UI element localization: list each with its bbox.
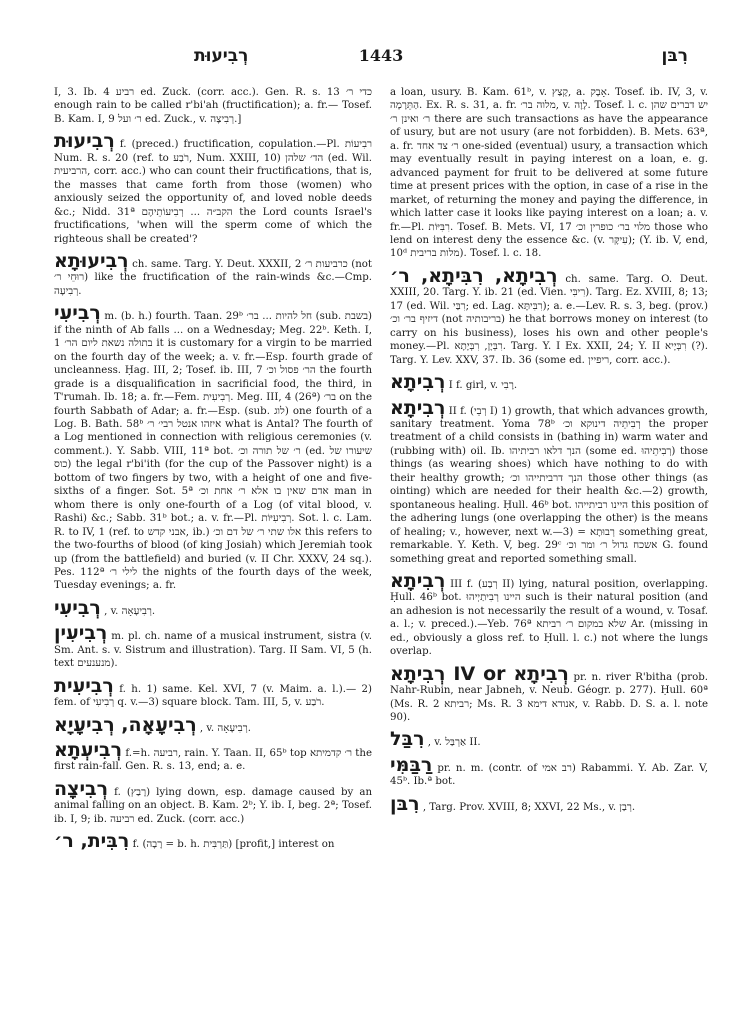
entry-headword: רְבִיעָאָה, רְבִיעָיָא [54,713,197,736]
entry-definition: ch. same. Targ. Y. Deut. XXXII, 2 כרביעות ר׳ (not רוּחֵי ר׳) like the fructification of the rain-winds &c.—Cmp. רְבִיעָה. [54,258,372,297]
entry-headword: רְבִיעִין [54,622,108,645]
dictionary-entry [390,86,708,261]
entry-definition: pr. n. m. (contr. of רב אמי) Rabammi. Y. Ab. Zar. V, 45ᵇ. Ib.ª bot. [390,762,708,788]
dictionary-entry [390,755,708,789]
entry-definition: f. (רָבַץ) lying down, esp. damage caused by an animal falling on an object. B. Kam. 2ᵇ; Y. ib. I, beg. 2ª; Tosef. ib. I, 9; ib. רביעה ed. Zuck. (corr. acc.) [54,786,373,825]
dictionary-entry [54,303,372,593]
right-column [390,86,708,819]
dictionary-entry [54,831,372,851]
dictionary-entry [54,623,372,670]
entry-headword: רִבַּל [390,728,425,751]
page-number: 1443 [358,46,404,65]
dictionary-entry [54,779,372,826]
entry-definition: I f. girl, v. רָבִי. [448,380,518,392]
right-running-head: רִבּן [661,46,688,66]
dictionary-entry [390,372,708,392]
dictionary-entry [54,740,372,774]
entry-definition: a loan, usury. B. Kam. 61ᵇ, v. קָצַץ, a. אָבָק. Tosef. ib. IV, 3, v. הַתֵּרָמָה. Ex. R. s. 31, a. fr. מלוה בר׳, v. לָוָה. Tosef. l. c. יש דברים שהן ר׳ ואינן ר׳ there are such transactions as have the appearance of usury, but are not usury (are not forbidden). B. Mets. 63ª, a. fr. ר׳ צד אחד one-sided (eventual) usury, a transaction which may eventually result in paying interest on a loan, e. g. advanced payment for fruit to be delivered at some future time at present prices with the option, in case of a rise in the market, of returning the money and paying the difference, in which latter case it looks like paying interest on a loan; a. v. fr.—Pl. רִבִּיּוֹת. Tosef. B. Mets. VI, 17 מלוי בר׳ כופרין וכ׳ those who lend on interest deny the essence &c. (v. עִיקָּר); (Y. ib. V, end, 10ᵈ מלות בריבית). Tosef. l. c. 18. [390,87,709,260]
entry-definition: f. (רָבָה = b. h. תַּרְבִּית) [profit,] interest on [132,839,335,851]
entry-headword: רְבִיתָא [390,569,446,592]
dictionary-entry [54,86,372,126]
entry-definition: m. (b. h.) fourth. Taan. 29ᵇ חל להיות ... בר׳ (sub. בשבת) if the ninth of Ab falls ... on a Wednesday; Meg. 22ᵇ. Keth. I, 1 בתולה נשאת ליום הר׳ it is customary for a virgin to be married on the fourth day of the week; a. v. fr.—Esp. fourth grade of uncleanness. Ḥag. III, 2; Tosef. ib. III, 7 הר׳ פסול וכ׳ the fourth grade is a disqualification in sacrificial food, the third, in T'rumah. Ib. 18; a. fr.—Fem. רְבִיעִית. Meg. III, 4 (26ª) בר׳ on the fourth Sabbath of Adar; a. fr.—Esp. (sub. לוג) one fourth of a Log. B. Bath. 58ᵇ איזהו אנטל רבי׳ ר׳ what is Antal? The fourth of a Log mentioned in connection with religious ceremonies (v. comment.). Y. Sabb. VIII, 11ª bot. ר׳ של תורה וכ׳ (ed. שיעורו של כוס) the legal r'bi'ith (for the cup of the Passover night) is a bottom of two fingers by two, with a height of one and five-sixths of a finger. Sot. 5ª אדם שאין בו אלא ר׳ אחת וכ׳ man in whom there is only one-fourth of a Log (of vital blood, v. Rashi) &c.; Sabb. 31ᵇ bot.; a. v. fr.—Pl. רְבִיעִיּוֹת. Sot. l. c. Lam. R. to IV, 1 (ref. to אבני קדש, ib.) אלו שתי ר׳ של דם וכ׳ this refers to the two-fourths of blood (of king Josiah) which Jeremiah took up (from the battlefield) and buried (v. II Chr. XXXV, 24 sq.). Pes. 112ª לילי ר׳ the nights of the fourth days of the week, Tuesday evenings; a. fr. [54,311,373,592]
entry-headword: רִבִּית, ר׳ [54,830,130,853]
entry-headword: רְבִיעוּתָא [54,249,129,272]
entry-headword: רְבִיצָה [54,777,109,800]
dictionary-entry [54,715,372,735]
two-column-body [54,86,708,1006]
dictionary-entry [390,794,708,814]
entry-headword: רַבַּמִּי [390,753,433,776]
dictionary-entry [54,131,372,246]
entry-definition: m. pl. ch. name of a musical instrument, sistra (v. Sm. Ant. s. v. Sistrum and illustration). Targ. II Sam. VI, 5 (h. text מנענעים). [54,631,372,670]
entry-headword: רְבִיעוּת [54,130,115,153]
entry-headword: רְבִיעִית [54,674,114,697]
dictionary-entry [390,664,708,725]
entry-definition: , v. רְבִיעָאָה. [104,605,156,617]
entry-definition: ch. same. Targ. O. Deut. XXIII, 20. Targ. Y. ib. 21 (ed. Vien. רִיבִּי). Targ. Ez. XVIII, 8; 13; 17 (ed. Wil. רִבַּי; ed. Lag. רִבִּיתָּא); a. e.—Lev. R. s. 3, beg. (prov.) דיזיף בר׳ וכ׳ (not בריבותיה) he that borrows money on interest (to carry on his business), loses his own and other people's money.—Pl. רִבְּיָן, רִבְּיָתָא. Targ. Y. I Ex. XXII, 24; Y. II רִבְּיָיא (?). Targ. Y. Lev. XXV, 37. Ib. 36 (some ed. ריפיין, corr. acc.). [390,273,708,366]
entry-definition: , Targ. Prov. XVIII, 8; XXVI, 22 Ms., v. רְבַן. [422,801,636,813]
entry-headword: רְבִיתָא IV or רְבִיתָא [390,662,569,685]
entry-definition: pr. n. river R'bitha (prob. Nahr-Rubin, near Jabneh, v. Neub. Géogr. p. 277). Ḥull. 60ª (Ms. R. 2 רביתא; Ms. R. 3 אנודא דימא, v. Rabb. D. S. a. l. note 90). [390,671,708,724]
entry-definition: f.=h. רביעה, rain. Y. Taan. II, 65ᵇ top ר׳ קדמיתא the first rain-fall. Gen. R. s. 13, end; a. e. [54,748,372,773]
dictionary-entry [390,266,708,367]
left-running-head: רְבִיעוּת [194,46,249,66]
entry-headword: רְבִיתָא, רִבִּיתָא, ר׳ [390,264,558,287]
entry-headword: רִבּן [390,792,420,815]
entry-definition: , v. רְבִיעָאָה. [199,722,251,734]
dictionary-entry [54,251,372,298]
entry-definition: , v. אַרְבַּל II. [427,737,481,749]
left-column [54,86,372,857]
entry-headword: רְבִיעְתָא [54,739,123,762]
entry-headword: רְבִיעִי [54,302,101,325]
entry-definition: f. h. 1) same. Kel. XVI, 7 (v. Maim. a. l.).— 2) fem. of רְבִיעִי q. v.—3) square block. Tam. III, 5, v. רֹבַע. [54,683,372,709]
running-header [54,44,708,70]
entry-definition: III f. (רְבַע II) lying, natural position, overlapping. Ḥull. 46ᵇ bot. היינו רְבִיתַיְיהוּ such is their natural position (and an adhesion is not necessarily the result of a wound, v. Tosaf. a. l.; v. preced.).—Yeb. 76ª שלא במקום ר׳ רביתא Ar. (missing in ed., obviously a gloss ref. to Ḥull. l. c.) not where the lungs overlap. [390,578,709,658]
dictionary-entry [54,676,372,710]
entry-definition: I, 3. Ib. 4 רביע ed. Zuck. (corr. acc.). Gen. R. s. 13 כדי ר׳ enough rain to be called r'bi'ah (fructification); a. fr.— Tosef. B. Kam. I, 9 ר׳ ועל ed. Zuck., v. רְבִיצָה.] [54,87,372,125]
dictionary-entry [390,571,708,659]
entry-headword: רְבִיתָא [390,396,446,419]
entry-headword: רְבִיתָא [390,371,446,394]
dictionary-entry [390,398,708,566]
entry-definition: f. (preced.) fructification, copulation.—Pl. רבִיעוֹת Num. R. s. 20 (ref. to רֹבַע, Num. XXIII, 10) הד׳ שלהן (ed. Wil. הרביעית, corr. acc.) who can count their fructifications, that is, the masses that came forth from those (women) who anxiously seized the opportunity of, and loved noble deeds &c.; Nidd. 31ª הקב״ה ... רְבִיעוֹתֵיהֶם the Lord counts Israel's fructifications, 'when will the sperm come of which the righteous shall be created'? [54,139,372,245]
entry-definition: II f. (רְבֵי I) 1) growth, that which advances growth, sanitary treatment. Yoma 78ᵇ רְבִיתֵיה דינוקא וכ׳ the proper treatment of a child consists in (bathing in) warm water and (rubbing with) oil. Ib. הנך דלאו רביתיהו (some ed. רְבִיתֵיהוּ) those things (as wearing shoes) which have nothing to do with their healthy growth; הנך דרביתייהו וכ׳ those other things (as ointing) which are needed for their health &c.—2) growth, spontaneous healing. Ḥull. 46ᵇ bot. היינו רביתייהו this position of the adhering lungs (one overlapping the other) is the means of healing; v., however, next w.—3) = רְבוּתָא something great, remarkable. Y. Keth. V, beg. 29ᶜ אשכח גדול ר׳ ומר וכ׳ G. found something great and reported something small. [390,405,709,565]
entry-headword: רְבִיעִי [54,596,101,619]
dictionary-entry [390,729,708,749]
dictionary-entry [54,598,372,618]
